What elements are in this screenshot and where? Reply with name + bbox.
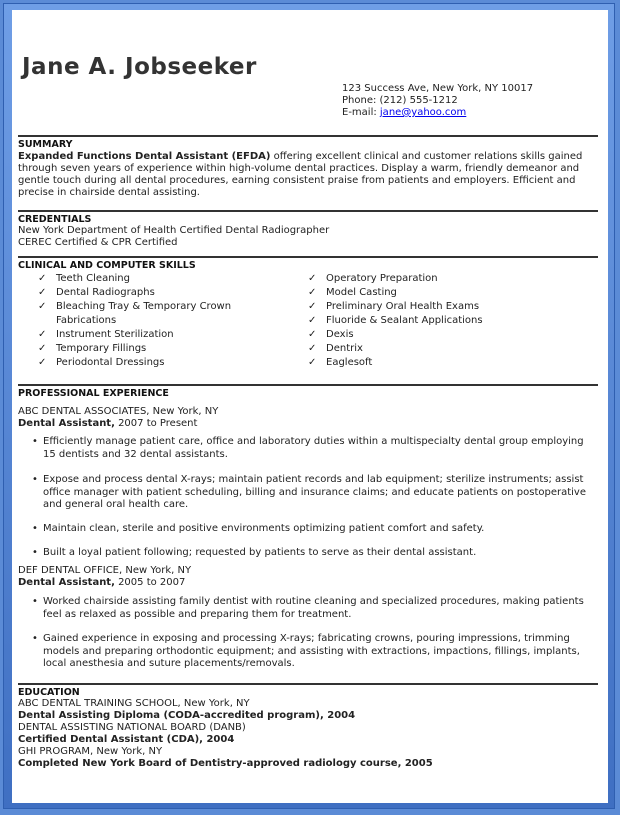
list-item: • Worked chairside assisting family dentist with routine cleaning and specialized procedures, making patients feel as relaxed as possible and preparing them for treatment. (32, 596, 584, 620)
list-item: ✓ Dexis (308, 329, 354, 340)
list-item: ✓ Model Casting (308, 287, 397, 298)
list-item: ✓ Fluoride & Sealant Applications (308, 315, 483, 326)
checkmark-icon: ✓ (38, 343, 47, 354)
bullet-icon: • (32, 474, 38, 485)
checkmark-icon: ✓ (308, 301, 317, 312)
checkmark-icon: ✓ (308, 287, 317, 298)
section-rule (18, 384, 598, 386)
education-line: Completed New York Board of Dentistry-approved radiology course, 2005 (18, 758, 433, 769)
employer: ABC DENTAL ASSOCIATES, New York, NY (18, 406, 219, 417)
list-item: ✓ Dental Radiographs (38, 287, 155, 298)
list-item: • Expose and process dental X-rays; maintain patient records and lab equipment; sterilize instruments; assist office manager with patient scheduling, billing and insurance claims; and educate patients on postoperative and general oral health care. (32, 474, 586, 510)
credential-line: New York Department of Health Certified Dental Radiographer (18, 225, 330, 236)
list-item: ✓ Bleaching Tray & Temporary Crown Fabrications (38, 301, 232, 326)
list-item: ✓ Preliminary Oral Health Exams (308, 301, 480, 312)
bullet-icon: • (32, 596, 38, 607)
education-line: ABC DENTAL TRAINING SCHOOL, New York, NY (18, 698, 250, 709)
checkmark-icon: ✓ (38, 329, 47, 340)
skills-heading: CLINICAL AND COMPUTER SKILLS (18, 260, 196, 271)
list-item: • Gained experience in exposing and processing X-rays; fabricating crowns, pouring impressions, trimming models and preparing orthodontic equipment; and assisting with extractions, impactions, fillings, implants, local anesthesia and suture placements/removals. (32, 633, 580, 669)
job-title-line: Dental Assistant, 2007 to Present (18, 418, 198, 429)
list-item: • Maintain clean, sterile and positive environments optimizing patient comfort and safety. (32, 523, 485, 534)
education-line: DENTAL ASSISTING NATIONAL BOARD (DANB) (18, 722, 246, 733)
education-line: GHI PROGRAM, New York, NY (18, 746, 163, 757)
checkmark-icon: ✓ (38, 357, 47, 368)
list-item: • Built a loyal patient following; requested by patients to serve as their dental assistant. (32, 547, 477, 558)
section-rule (18, 683, 598, 685)
section-rule (18, 210, 598, 212)
section-rule (18, 256, 598, 258)
credential-line: CEREC Certified & CPR Certified (18, 237, 178, 248)
checkmark-icon: ✓ (308, 315, 317, 326)
checkmark-icon: ✓ (38, 287, 47, 298)
phone: Phone: (212) 555-1212 (342, 95, 458, 106)
list-item: ✓ Operatory Preparation (308, 273, 438, 284)
list-item: ✓ Instrument Sterilization (38, 329, 174, 340)
list-item: ✓ Eaglesoft (308, 357, 373, 368)
email-label: E-mail: (342, 107, 380, 118)
list-item: ✓ Periodontal Dressings (38, 357, 165, 368)
email-line (342, 107, 533, 119)
section-rule (18, 135, 598, 137)
summary-body: offering excellent clinical and customer relations skills gained through seven years of experience within high-volume dental practices. Display a warm, friendly demeanor and gentle touch during all dental procedures, earning consistent praise from patients and employers. Efficient and precise in chairside dental assisting. (18, 151, 583, 198)
checkmark-icon: ✓ (308, 343, 317, 354)
bullet-icon: • (32, 523, 38, 534)
job-title-line: Dental Assistant, 2005 to 2007 (18, 577, 186, 588)
experience-heading: PROFESSIONAL EXPERIENCE (18, 388, 169, 399)
summary-role: Expanded Functions Dental Assistant (EFDA) (18, 151, 271, 162)
applicant-name: Jane A. Jobseeker (22, 54, 257, 80)
checkmark-icon: ✓ (38, 301, 47, 312)
checkmark-icon: ✓ (308, 357, 317, 368)
bullet-icon: • (32, 547, 38, 558)
bullet-icon: • (32, 436, 38, 447)
list-item: ✓ Teeth Cleaning (38, 273, 130, 284)
credentials-heading: CREDENTIALS (18, 214, 92, 225)
education-line: Certified Dental Assistant (CDA), 2004 (18, 734, 235, 745)
list-item: • Efficiently manage patient care, office and laboratory duties within a multispecialty dental group employing 15 dentists and 32 dental assistants. (32, 436, 584, 460)
checkmark-icon: ✓ (38, 273, 47, 284)
skills-list-right (308, 272, 568, 370)
resume-document (12, 10, 608, 803)
list-item: ✓ Dentrix (308, 343, 363, 354)
summary-text (18, 151, 590, 199)
list-item: ✓ Temporary Fillings (38, 343, 147, 354)
address: 123 Success Ave, New York, NY 10017 (342, 83, 534, 94)
email-link[interactable]: jane@yahoo.com (379, 107, 467, 118)
education-heading: EDUCATION (18, 687, 80, 698)
checkmark-icon: ✓ (308, 273, 317, 284)
employer: DEF DENTAL OFFICE, New York, NY (18, 565, 192, 576)
summary-heading: SUMMARY (18, 139, 73, 150)
bullet-icon: • (32, 633, 38, 644)
contact-block (342, 83, 533, 119)
skills-list-left (38, 272, 268, 370)
checkmark-icon: ✓ (308, 329, 317, 340)
education-line: Dental Assisting Diploma (CODA-accredited program), 2004 (18, 710, 356, 721)
